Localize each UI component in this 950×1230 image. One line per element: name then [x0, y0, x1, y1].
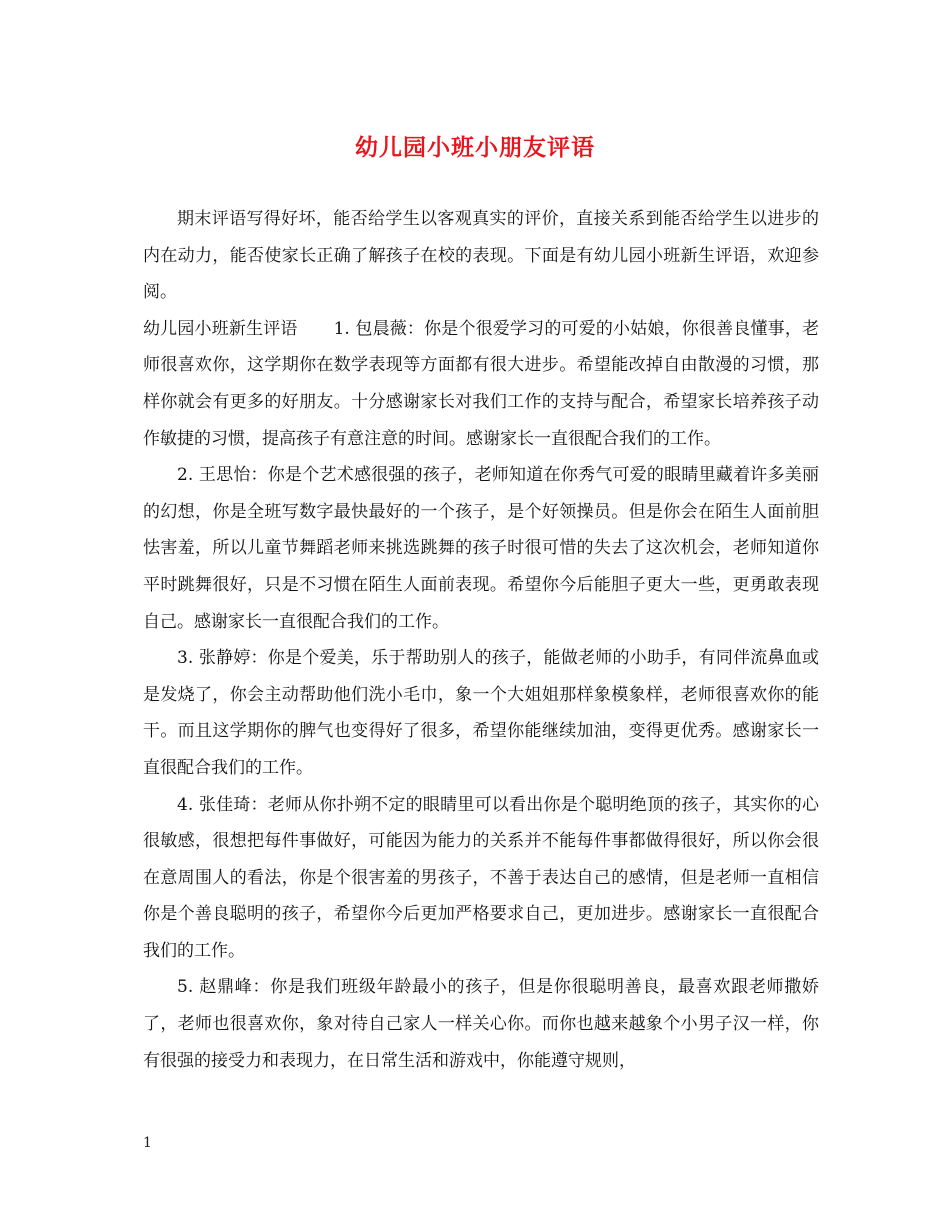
- comment-item-1: 1. 包晨薇：你是个很爱学习的可爱的小姑娘，你很善良懂事，老师很喜欢你，这学期你在数学表现等方面都有很大进步。希望能改掉自由散漫的习惯，那样你就会有更多的好朋友。十分感谢家长对我们工作的支持与配合，希望家长培养孩子动作敏捷的习惯，提高孩子有意注意的时间。感谢家长一直很配合我们的工作。: [143, 318, 819, 449]
- comment-item-3: 3. 张静婷：你是个爱美，乐于帮助别人的孩子，能做老师的小助手，有同伴流鼻血或是发烧了，你会主动帮助他们洗小毛巾，象一个大姐姐那样象模象样，老师很喜欢你的能干。而且这学期你的脾气也变得好了很多，希望你能继续加油，变得更优秀。感谢家长一直很配合我们的工作。: [143, 648, 819, 778]
- comment-item-5: 5. 赵鼎峰：你是我们班级年龄最小的孩子，但是你很聪明善良，最喜欢跟老师撒娇了，老师也很喜欢你，象对待自己家人一样关心你。而你也越来越象个小男子汉一样，你有很强的接受力和表现力，在日常生活和游戏中，你能遵守规则，: [143, 977, 819, 1071]
- comment-item-4: 4. 张佳琦：老师从你扑朔不定的眼睛里可以看出你是个聪明绝顶的孩子，其实你的心很敏感，很想把每件事做好，可能因为能力的关系并不能每件事都做得很好，所以你会很在意周围人的看法，你是个很害羞的男孩子，不善于表达自己的感情，但是老师一直相信你是个善良聪明的孩子，希望你今后更加严格要求自己，更加进步。感谢家长一直很配合我们的工作。: [143, 794, 819, 961]
- document-title: 幼儿园小班小朋友评语: [355, 134, 595, 161]
- page-number: 1: [143, 1135, 152, 1151]
- document-body: [143, 201, 819, 1079]
- first-comment-paragraph: [143, 311, 819, 457]
- section-heading: 幼儿园小班新生评语: [143, 318, 298, 339]
- intro-paragraph: 期末评语写得好坏，能否给学生以客观真实的评价，直接关系到能否给学生以进步的内在动力，能否使家长正确了解孩子在校的表现。下面是有幼儿园小班新生评语，欢迎参阅。: [143, 209, 819, 303]
- comment-item-2: 2. 王思怡：你是个艺术感很强的孩子，老师知道在你秀气可爱的眼睛里藏着许多美丽的幻想，你是全班写数字最快最好的一个孩子，是个好领操员。但是你会在陌生人面前胆怯害羞，所以儿童节舞蹈老师来挑选跳舞的孩子时很可惜的失去了这次机会，老师知道你平时跳舞很好，只是不习惯在陌生人面前表现。希望你今后能胆子更大一些，更勇敢表现自己。感谢家长一直很配合我们的工作。: [143, 465, 819, 632]
